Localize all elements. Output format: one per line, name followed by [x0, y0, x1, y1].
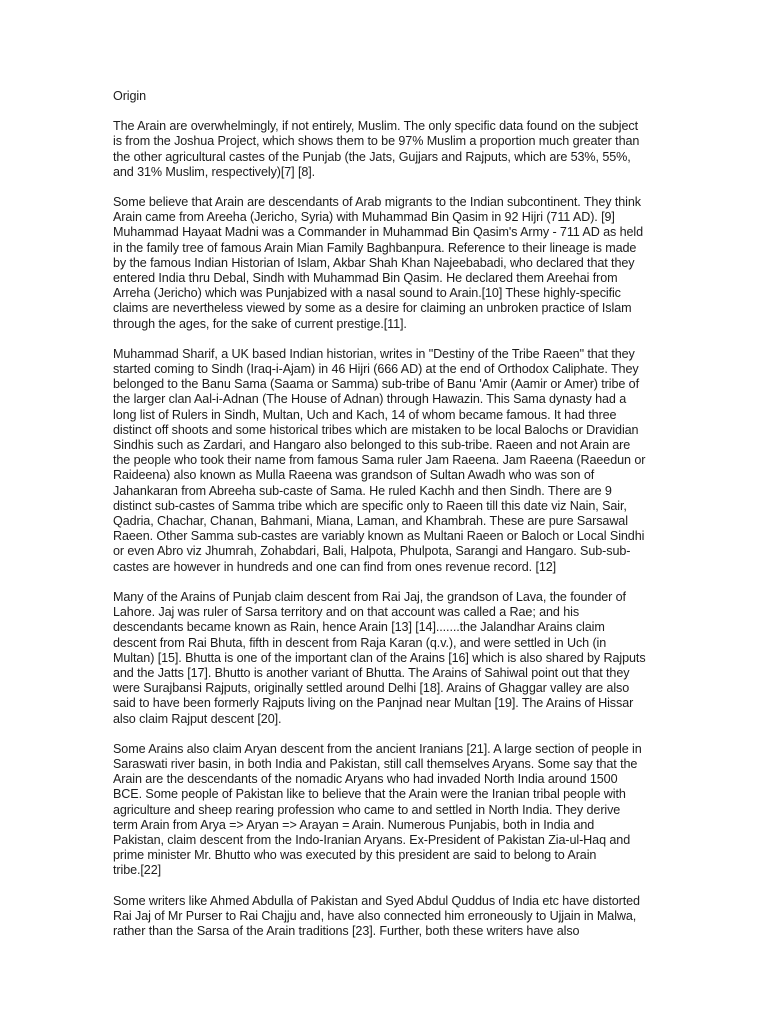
paragraph-aryan-origin: Some Arains also claim Aryan descent from the ancient Iranians [21]. A large section of people in Saraswati river basin, in both India and Pakistan, still call themselves Aryans. Some say that the Arain are the descendants of the nomadic Aryans who had invaded North India around 1500 BCE. Some people of Pakistan like to believe that the Arain were the Iranian tribal people with agriculture and sheep rearing profession who came to and settled in North India. They derive term Arain from Arya => Aryan => Arayan = Arain. Numerous Punjabis, both in India and Pakistan, claim descent from the Indo-Iranian Aryans. Ex-President of Pakistan Zia-ul-Haq and prime minister Mr. Bhutto who was executed by this president are said to belong to Arain tribe.[22]	[113, 741, 642, 878]
paragraph-arab-origin: Some believe that Arain are descendants of Arab migrants to the Indian subcontinent. They think Arain came from Areeha (Jericho, Syria) with Muhammad Bin Qasim in 92 Hijri (711 AD). [9] Muhammad Hayaat Madni was a Commander in Muhammad Bin Qasim's Army - 711 AD as held in the family tree of famous Arain Mian Family Baghbanpura. Reference to their lineage is made by the famous Indian Historian of Islam, Akbar Shah Khan Najeebabadi, who declared that they entered India thru Debal, Sindh with Muhammad Bin Qasim. He declared them Areehai from Arreha (Jericho) which was Punjabized with a nasal sound to Arain.[10] These highly-specific claims are nevertheless viewed by some as a desire for claiming an unbroken practice of Islam through the ages, for the sake of current prestige.[11].	[113, 195, 644, 331]
document-page	[113, 89, 673, 954]
section-heading: Origin	[113, 89, 146, 103]
paragraph-rajput-origin: Many of the Arains of Punjab claim descent from Rai Jaj, the grandson of Lava, the founder of Lahore. Jaj was ruler of Sarsa territory and on that account was called a Rae; and his descendants became known as Rain, hence Arain [13] [14].......the Jalandhar Arains claim descent from Rai Bhuta, fifth in descent from Raja Karan (q.v.), and were settled in Uch (in Multan) [15]. Bhutta is one of the important clan of the Arains [16] which is also shared by Rajputs and the Jatts [17]. Bhutto is another variant of Bhutta. The Arains of Sahiwal point out that they were Surajbansi Rajputs, originally settled around Delhi [18]. Arains of Ghaggar valley are also said to have been formerly Rajputs living on the Panjnad near Multan [19]. The Arains of Hissar also claim Rajput descent [20].	[113, 589, 646, 726]
paragraph-sama-origin: Muhammad Sharif, a UK based Indian historian, writes in "Destiny of the Tribe Raeen" that they started coming to Sindh (Iraq-i-Ajam) in 46 Hijri (666 AD) at the end of Orthodox Caliphate. They belonged to the Banu Sama (Saama or Samma) sub-tribe of Banu 'Amir (Aamir or Amer) tribe of the larger clan Aal-i-Adnan (The House of Adnan) through Hawazin. This Sama dynasty had a long list of Rulers in Sindh, Multan, Uch and Kach, 14 of whom became famous. It had three distinct off shoots and some historical tribes which are mistaken to be local Balochs or Dravidian Sindhis such as Zardari, and Hangaro also belonged to this sub-tribe. Raeen and not Arain are the people who took their name from famous Sama ruler Jam Raeena. Jam Raeena (Raeedun or Raideena) also known as Mulla Raeena was grandson of Sultan Awadh who was son of Jahankaran from Abreeha sub-caste of Sama. He ruled Kachh and then Sindh. There are 9 distinct sub-castes of Samma tribe which are specific only to Raeen till this date viz Nain, Sair, Qadria, Chachar, Chanan, Bahmani, Miana, Laman, and Khambrah. These are pure Sarsawal Raeen. Other Samma sub-castes are variably known as Multani Raeen or Baloch or Local Sindhi or even Abro viz Jhumrah, Zohabdari, Bali, Halpota, Phulpota, Sarangi and Hangaro. Sub-sub- castes are however in hundreds and one can find from ones revenue record. [12]	[113, 346, 646, 574]
paragraph-writers: Some writers like Ahmed Abdulla of Pakistan and Syed Abdul Quddus of India etc have distorted Rai Jaj of Mr Purser to Rai Chajju and, have also connected him erroneously to Ujjain in Malwa, rather than the Sarsa of the Arain traditions [23]. Further, both these writers have also	[113, 893, 640, 938]
paragraph-religion: The Arain are overwhelmingly, if not entirely, Muslim. The only specific data found on the subject is from the Joshua Project, which shows them to be 97% Muslim a proportion much greater than the other agricultural castes of the Punjab (the Jats, Gujjars and Rajputs, which are 53%, 55%, and 31% Muslim, respectively)[7] [8].	[113, 119, 640, 179]
